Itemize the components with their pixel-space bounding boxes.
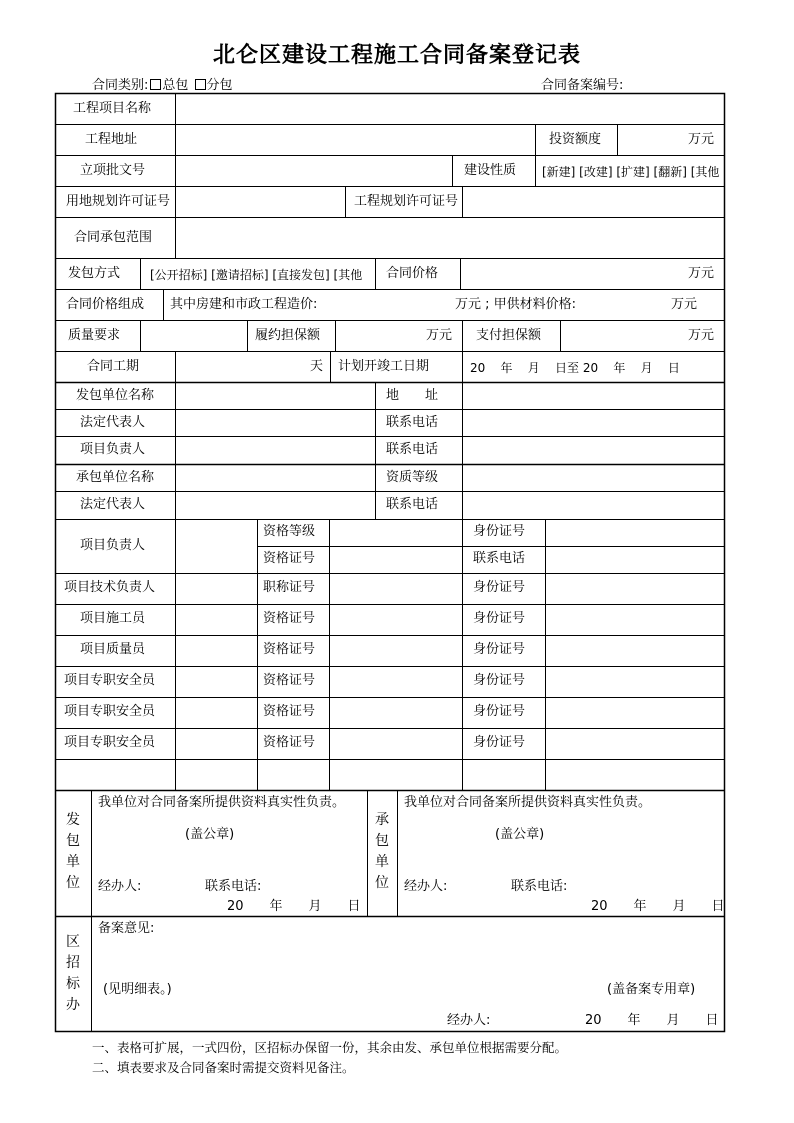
label-safety-1-cert: 资格证号 [263,673,316,688]
label-approval-no: 立项批文号 [80,163,146,178]
label-safety-3-id: 身份证号 [473,735,526,750]
contractor-seal: (盖公章) [495,827,545,842]
label-project-permit: 工程规划许可证号 [354,194,459,209]
contractor-statement: 我单位对合同备案所提供资料真实性负责。 [404,795,652,810]
label-staff-lead: 项目负责人 [80,538,146,553]
bureau-seal: (盖备案专用章) [607,982,696,997]
label-quality-cert: 资格证号 [263,642,316,657]
label-project-address: 工程地址 [85,132,138,147]
label-quality-staff: 项目质量员 [80,642,146,657]
label-safety-2-cert: 资格证号 [263,704,316,719]
contract-type-sub: 分包 [206,78,233,93]
label-constructor-cert: 资格证号 [263,611,316,626]
label-tech-lead: 项目技术负责人 [64,580,156,595]
owner-seal: (盖公章) [185,827,235,842]
contractor-contact-phone: 联系电话: [511,879,568,894]
label-tech-title-cert: 职称证号 [263,580,316,595]
award-options: [公开招标] [邀请招标] [直接发包] [其他 [150,268,363,282]
label-award-method: 发包方式 [68,266,121,281]
label-land-permit: 用地规划许可证号 [66,194,171,209]
label-contract-price: 合同价格 [386,266,439,281]
bureau-handler: 经办人: [447,1013,491,1028]
bureau-see-detail: (见明细表。) [103,982,172,997]
label-payment-bond: 支付担保额 [476,328,542,343]
label-owner-unit-vertical: 发 包 单 位 [66,812,80,891]
field-project-name[interactable] [176,94,724,124]
label-contract-scope: 合同承包范围 [74,230,153,245]
owner-statement: 我单位对合同备案所提供资料真实性负责。 [98,795,346,810]
label-bureau-vertical: 区 招 标 办 [66,934,80,1013]
label-constructor: 项目施工员 [80,611,146,626]
owner-contact-phone: 联系电话: [205,879,262,894]
unit-investment: 万元 [688,132,715,147]
label-construction-nature: 建设性质 [464,163,517,178]
note-2: 二、填表要求及合同备案时需提交资料见备注。 [92,1060,355,1075]
supply-price: 万元 ; 甲供材料价格: [455,297,577,312]
label-price-composition: 合同价格组成 [66,297,145,312]
label-quality-id: 身份证号 [473,642,526,657]
form-title: 北仑区建设工程施工合同备案登记表 [212,42,581,68]
bureau-date: 20 年 月 日 [585,1013,719,1028]
label-contractor-phone: 联系电话 [386,497,439,512]
label-investment: 投资额度 [549,132,602,147]
label-safety-2-id: 身份证号 [473,704,526,719]
label-lead-qual-cert: 资格证号 [263,551,316,566]
label-safety-1: 项目专职安全员 [64,673,156,688]
unit-contract-price: 万元 [688,266,715,281]
plan-date-range: 20 年 月 日至 20 年 月 日 [470,361,680,375]
unit-day: 天 [310,359,324,374]
unit-performance-bond: 万元 [426,328,453,343]
record-no-label: 合同备案编号: [541,78,624,93]
contractor-date: 20 年 月 日 [591,899,725,914]
owner-date: 20 年 月 日 [227,899,361,914]
label-lead-qual-level: 资格等级 [263,524,316,539]
label-safety-3: 项目专职安全员 [64,735,156,750]
label-safety-2: 项目专职安全员 [64,704,156,719]
label-owner-address: 地 址 [386,388,439,403]
label-safety-3-cert: 资格证号 [263,735,316,750]
note-1: 一、表格可扩展，一式四份，区招标办保留一份，其余由发、承包单位根据需要分配。 [92,1040,568,1055]
owner-handler: 经办人: [98,879,142,894]
contract-type-label: 合同类别: [92,78,149,93]
label-contractor-grade: 资质等级 [386,470,439,485]
label-performance-bond: 履约担保额 [255,328,321,343]
label-lead-phone: 联系电话 [473,551,526,566]
label-contractor-name: 承包单位名称 [76,470,155,485]
label-contractor-legal-rep: 法定代表人 [80,497,146,512]
label-owner-phone: 联系电话 [386,415,439,430]
nature-options: [新建] [改建] [扩建] [翻新] [其他 [542,165,720,179]
label-safety-1-id: 身份证号 [473,673,526,688]
label-tech-id: 身份证号 [473,580,526,595]
label-contract-period: 合同工期 [87,359,140,374]
unit-payment-bond: 万元 [688,328,715,343]
label-owner-legal-rep: 法定代表人 [80,415,146,430]
label-project-name: 工程项目名称 [73,101,152,116]
label-constructor-id: 身份证号 [473,611,526,626]
label-owner-lead-phone: 联系电话 [386,442,439,457]
label-quality-req: 质量要求 [68,328,121,343]
unit-supply-price: 万元 [671,297,698,312]
label-owner-name: 发包单位名称 [76,388,155,403]
bureau-opinion: 备案意见: [98,921,155,936]
label-lead-id: 身份证号 [473,524,526,539]
contract-type-general: 总包 [162,78,189,93]
price-detail: 其中房建和市政工程造价: [170,297,318,312]
label-plan-dates: 计划开竣工日期 [338,359,430,374]
contractor-handler: 经办人: [404,879,448,894]
label-contractor-unit-vertical: 承 包 单 位 [375,812,389,891]
label-owner-project-lead: 项目负责人 [80,442,146,457]
